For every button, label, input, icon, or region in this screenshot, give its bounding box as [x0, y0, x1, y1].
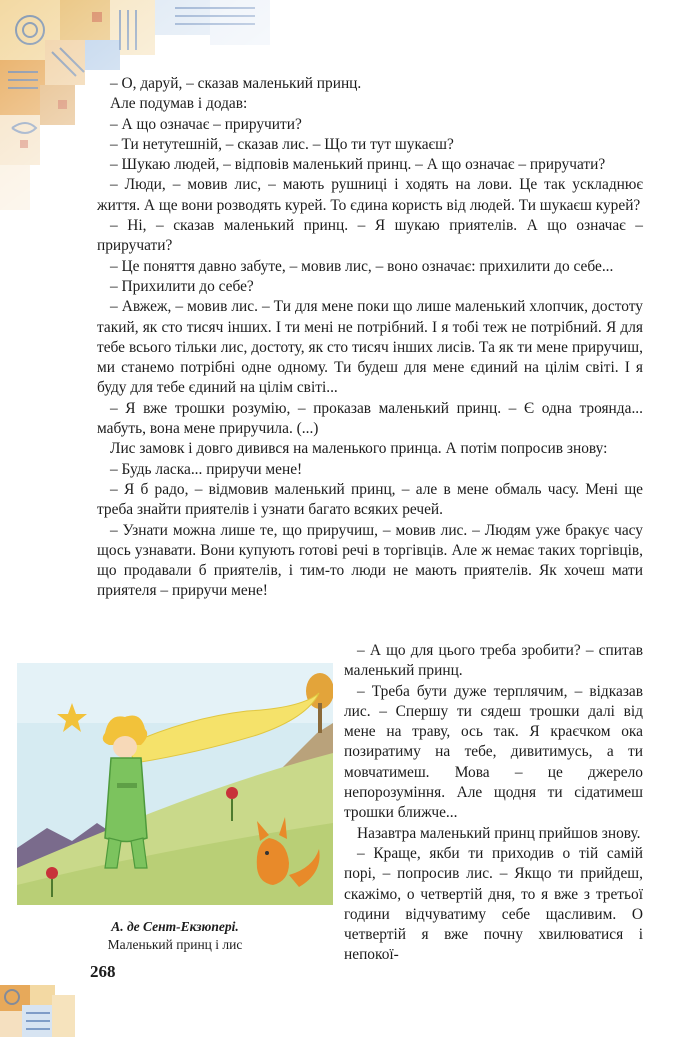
paragraph: – Прихилити до себе?	[110, 277, 254, 295]
illustration	[17, 663, 333, 905]
paragraph: – Ні, – сказав маленький принц. – Я шукаю приятелів. А що означає – приручати?	[97, 217, 643, 255]
paragraph: – Я вже трошки розумію, – проказав маленький принц. – Є одна троянда... мабуть, вона мене приручила. (...)	[97, 399, 643, 438]
paragraph: – Краще, якби ти приходив о тій самій порі, – попросив лис. – Якщо ти прийдеш, скажімо, о четвертій дня, то я вже з третьої години відчуватиму себе щасливим. О четвертій я вже почну хвилюватися і непокої-	[344, 844, 643, 964]
paragraph: Лис замовк і довго дивився на маленького принца. А потім попросив знову:	[110, 440, 608, 458]
paragraph: – Треба бути дуже терплячим, – відказав лис. – Спершу ти сядеш трошки далі від мене на траву, ось так. Я краєчком ока позиратиму на тебе, дивитимусь, а ти мовчатимеш. Мова – це джерело непорозуміння. Але щодня ти сідатимеш трошки ближче...	[344, 682, 643, 822]
paragraph: Назавтра маленький принц прийшов знову.	[357, 824, 641, 842]
paragraph: – А що означає – приручити?	[110, 115, 302, 133]
main-text	[97, 74, 643, 602]
decorative-pattern-icon	[0, 985, 75, 1037]
paragraph: – Люди, – мовив лис, – мають рушниці і ходять на лови. Це так ускладнює життя. А ще вони розводять курей. То єдина користь від людей. Ти шукаєш курей?	[97, 176, 643, 214]
caption-author: А. де Сент-Екзюпері.	[111, 919, 239, 934]
paragraph: – Я б радо, – відмовив маленький принц, – але в мене обмаль часу. Мені ще треба знайти приятелів і узнати багато всяких речей.	[97, 480, 643, 519]
paragraph: – Будь ласка... приручи мене!	[110, 460, 303, 478]
little-prince-and-fox-illustration	[17, 663, 333, 905]
paragraph: Але подумав і додав:	[110, 95, 248, 113]
paragraph: – Авжеж, – мовив лис. – Ти для мене поки що лише маленький хлопчик, достоту такий, як сто тисяч інших. І ти мені не потрібний. І я тобі теж не потрібний. Я для тебе всього тільки лис, достоту, як сто тисяч інших лисів. Та як ти мене приручиш, ми станемо потрібні одне одному. Ти будеш для мене єдиний на цілім світі. І я буду для тебе єдиний на цілім світі...	[97, 298, 643, 397]
corner-decoration-bottom	[0, 985, 75, 1037]
paragraph: – Це поняття давно забуте, – мовив лис, – воно означає: прихилити до себе...	[110, 257, 614, 275]
illustration-caption	[17, 918, 333, 954]
wrapped-text	[344, 641, 643, 966]
page-number: 268	[90, 962, 116, 981]
paragraph: – Ти нетутешній, – сказав лис. – Що ти тут шукаєш?	[110, 135, 454, 153]
paragraph: – Шукаю людей, – відповів маленький принц. – А що означає – приручати?	[110, 156, 606, 174]
paragraph: – А що для цього треба зробити? – спитав маленький принц.	[344, 642, 643, 680]
paragraph: – О, даруй, – сказав маленький принц.	[110, 75, 362, 92]
paragraph: – Узнати можна лише те, що приручиш, – мовив лис. – Людям уже бракує часу щось узнавати. Вони купують готові речі в торгівців. Але ж немає таких торгівців, що продавали б приятелів, і тим-то люди не мають приятелів. Як хочеш мати приятеля – приручи мене!	[97, 521, 643, 600]
caption-title: Маленький принц і лис	[107, 937, 243, 952]
